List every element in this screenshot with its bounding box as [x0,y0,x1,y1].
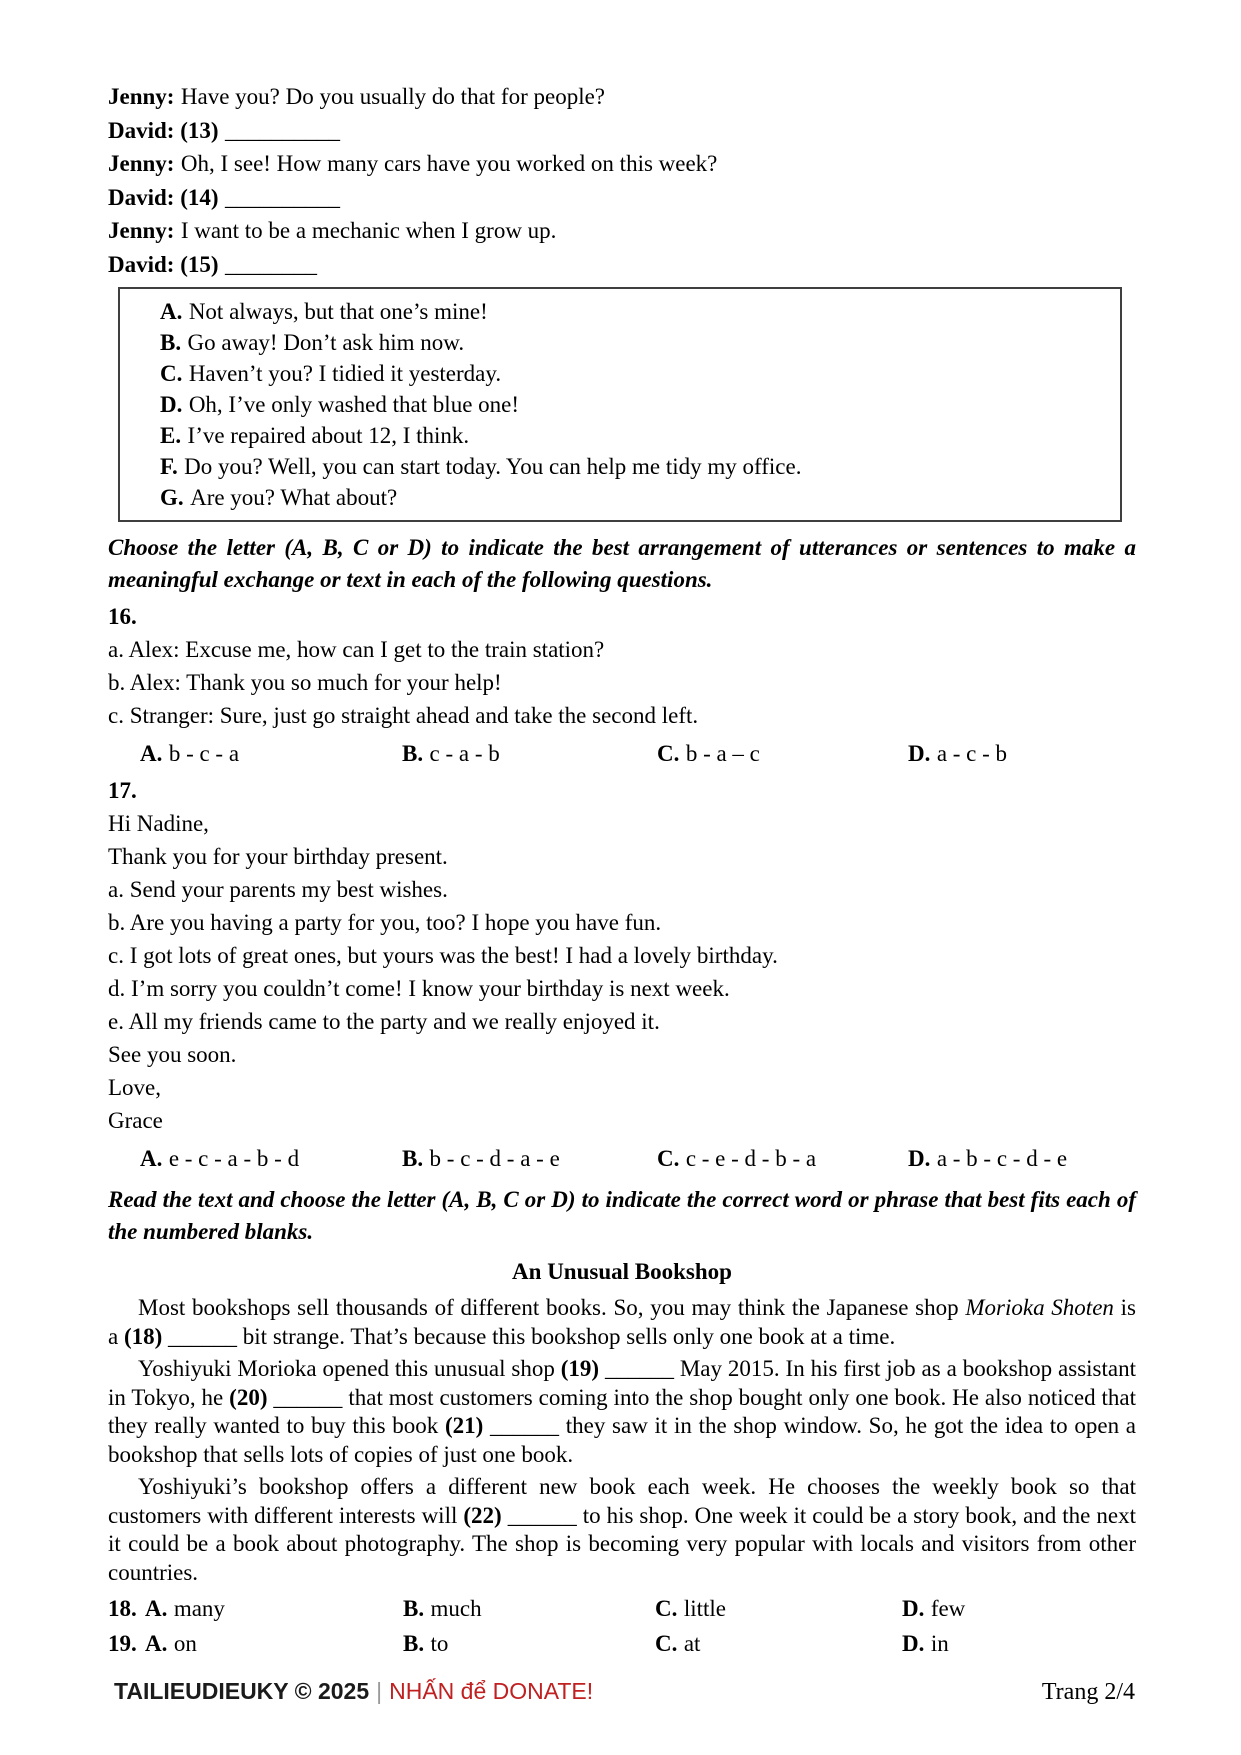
box-option [160,358,1110,389]
option-b [403,1591,655,1626]
option-letter: A. [140,1146,163,1171]
option-b [402,1142,657,1176]
box-option [160,389,1110,420]
option-text: b - c - d - a - e [429,1146,560,1171]
reading-passage [108,1256,1136,1587]
speaker-label: David: (15) [108,251,219,277]
option-text: Are you? What about? [190,485,398,510]
option-letter: A. [140,741,163,766]
section-instruction-cloze: Read the text and choose the letter (A, B, C or D) to indicate the correct word or phrase that best fits each of the numbered blanks. [108,1187,1136,1244]
speaker-label: David: (13) [108,117,219,143]
box-option [160,327,1110,358]
dialogue-line [108,147,1136,181]
option-letter: D. [902,1596,925,1621]
question-line: b. Are you having a party for you, too? I hope you have fun. [108,910,662,935]
option-letter: C. [655,1631,678,1656]
question-line: b. Alex: Thank you so much for your help! [108,670,502,695]
page-number-label: Trang 2/4 [1041,1679,1135,1705]
option-d [902,1626,1136,1661]
option-letter: D. [160,392,183,417]
speaker-label: Jenny: [108,151,175,176]
question-17 [108,774,1136,1176]
option-c [655,1626,902,1661]
dialogue-section [108,80,1136,281]
option-letter: E. [160,423,182,448]
question-number: 16. [108,604,137,629]
dialogue-line [108,214,1136,248]
question-number: 18. [108,1596,137,1621]
page-footer [114,1678,1135,1706]
option-text: in [930,1631,949,1656]
question-line: d. I’m sorry you couldn’t come! I know your birthday is next week. [108,976,730,1001]
donate-link[interactable]: NHẤN để DONATE! [389,1678,594,1704]
option-text: much [430,1596,482,1621]
option-text: a - c - b [936,741,1008,766]
option-d [908,1142,1136,1176]
option-c [657,1142,908,1176]
option-letter: B. [402,1146,424,1171]
option-c [655,1591,902,1626]
dialogue-line [108,114,1136,148]
option-text: a - b - c - d - e [936,1146,1068,1171]
question-line: Love, [108,1075,162,1100]
question-number: 17. [108,778,137,803]
option-letter: C. [657,1146,680,1171]
answer-blank: __________ [224,184,340,210]
option-text: on [173,1631,197,1656]
option-letter: B. [160,330,182,355]
option-text: to [430,1631,449,1656]
option-text: b - a – c [685,741,760,766]
option-text: c - a - b [429,741,500,766]
option-letter: C. [160,361,183,386]
option-letter: A. [145,1631,168,1656]
option-b [402,737,657,771]
option-text: Not always, but that one’s mine! [188,299,488,324]
speaker-label: Jenny: [108,218,175,243]
option-letter: C. [655,1596,678,1621]
passage-title: An Unusual Bookshop [512,1259,732,1284]
question-line: a. Alex: Excuse me, how can I get to the train station? [108,637,605,662]
option-b [403,1626,655,1661]
question-line: Grace [108,1108,163,1133]
option-letter: B. [403,1596,425,1621]
option-letter: D. [908,741,931,766]
option-letter: B. [402,741,424,766]
question-16-options [108,737,1136,771]
dialogue-line [108,248,1136,282]
question-line: Thank you for your birthday present. [108,844,448,869]
dialogue-text: Have you? Do you usually do that for people? [180,84,605,109]
option-text: Haven’t you? I tidied it yesterday. [188,361,502,386]
passage-paragraph-1: Most bookshops sell thousands of different books. So, you may think the Japanese shop Morioka Shoten is a (18) ______ bit strange. That’s because this bookshop sells only one book at a time. [108,1295,1137,1349]
option-a [140,1142,402,1176]
passage-paragraph-2: Yoshiyuki Morioka opened this unusual shop (19) ______ May 2015. In his first job as a bookshop assistant in Tokyo, he (20) ______ that most customers coming into the shop bought only one book. He also noticed that they really wanted to buy this book (21) ______ they saw it in the shop window. So, he got the idea to open a bookshop that sells lots of copies of just one book. [108,1356,1136,1467]
footer-branding [114,1678,593,1705]
option-a [140,737,402,771]
option-text: Do you? Well, you can start today. You can help me tidy my office. [184,454,802,479]
option-text: Oh, I’ve only washed that blue one! [188,392,520,417]
option-letter: A. [160,299,183,324]
option-a [145,1591,403,1626]
box-option [160,482,1110,513]
question-line: c. Stranger: Sure, just go straight ahead and take the second left. [108,703,699,728]
question-line: See you soon. [108,1042,237,1067]
option-text: little [683,1596,726,1621]
question-number: 19. [108,1631,137,1656]
option-d [902,1591,1136,1626]
box-option [160,420,1110,451]
question-17-options [108,1142,1136,1176]
option-letter: A. [145,1596,168,1621]
answer-blank: __________ [224,117,340,143]
answer-blank: ________ [224,251,317,277]
question-line: Hi Nadine, [108,811,209,836]
option-text: e - c - a - b - d [168,1146,300,1171]
dialogue-line [108,181,1136,215]
option-letter: D. [908,1146,931,1171]
option-a [145,1626,403,1661]
speaker-label: David: (14) [108,184,219,210]
passage-paragraph-3: Yoshiyuki’s bookshop offers a different new book each week. He chooses the weekly book so that customers with different interests will (22) ______ to his shop. One week it could be a story book, and the next it could be a book about photography. The shop is becoming very popular with locals and visitors from other countries. [108,1474,1136,1585]
dialogue-line [108,80,1136,114]
brand-label: TAILIEUDIEUKY © 2025 [114,1678,370,1704]
option-text: Go away! Don’t ask him now. [187,330,465,355]
option-text: at [683,1631,701,1656]
option-c [657,737,908,771]
footer-separator: | [376,1678,383,1704]
dialogue-text: Oh, I see! How many cars have you worked on this week? [180,151,718,176]
question-line: e. All my friends came to the party and we really enjoyed it. [108,1009,660,1034]
question-16 [108,600,1136,771]
question-18-options-row [108,1591,1136,1626]
option-letter: F. [160,454,178,479]
option-letter: G. [160,485,184,510]
option-text: b - c - a [168,741,240,766]
box-option [160,296,1110,327]
option-text: c - e - d - b - a [685,1146,817,1171]
option-letter: C. [657,741,680,766]
speaker-label: Jenny: [108,84,175,109]
dialogue-text: I want to be a mechanic when I grow up. [180,218,557,243]
option-text: I’ve repaired about 12, I think. [187,423,470,448]
option-letter: B. [403,1631,425,1656]
box-option [160,451,1110,482]
question-19-options-row [108,1626,1136,1661]
question-line: a. Send your parents my best wishes. [108,877,448,902]
question-line: c. I got lots of great ones, but yours was the best! I had a lovely birthday. [108,943,778,968]
option-text: many [173,1596,225,1621]
option-d [908,737,1136,771]
option-text: few [930,1596,966,1621]
option-letter: D. [902,1631,925,1656]
section-instruction-arrangement: Choose the letter (A, B, C or D) to indicate the best arrangement of utterances or sentences to make a meaningful exchange or text in each of the following questions. [108,535,1136,592]
page-content [108,80,1136,1661]
answer-options-box [118,287,1122,522]
